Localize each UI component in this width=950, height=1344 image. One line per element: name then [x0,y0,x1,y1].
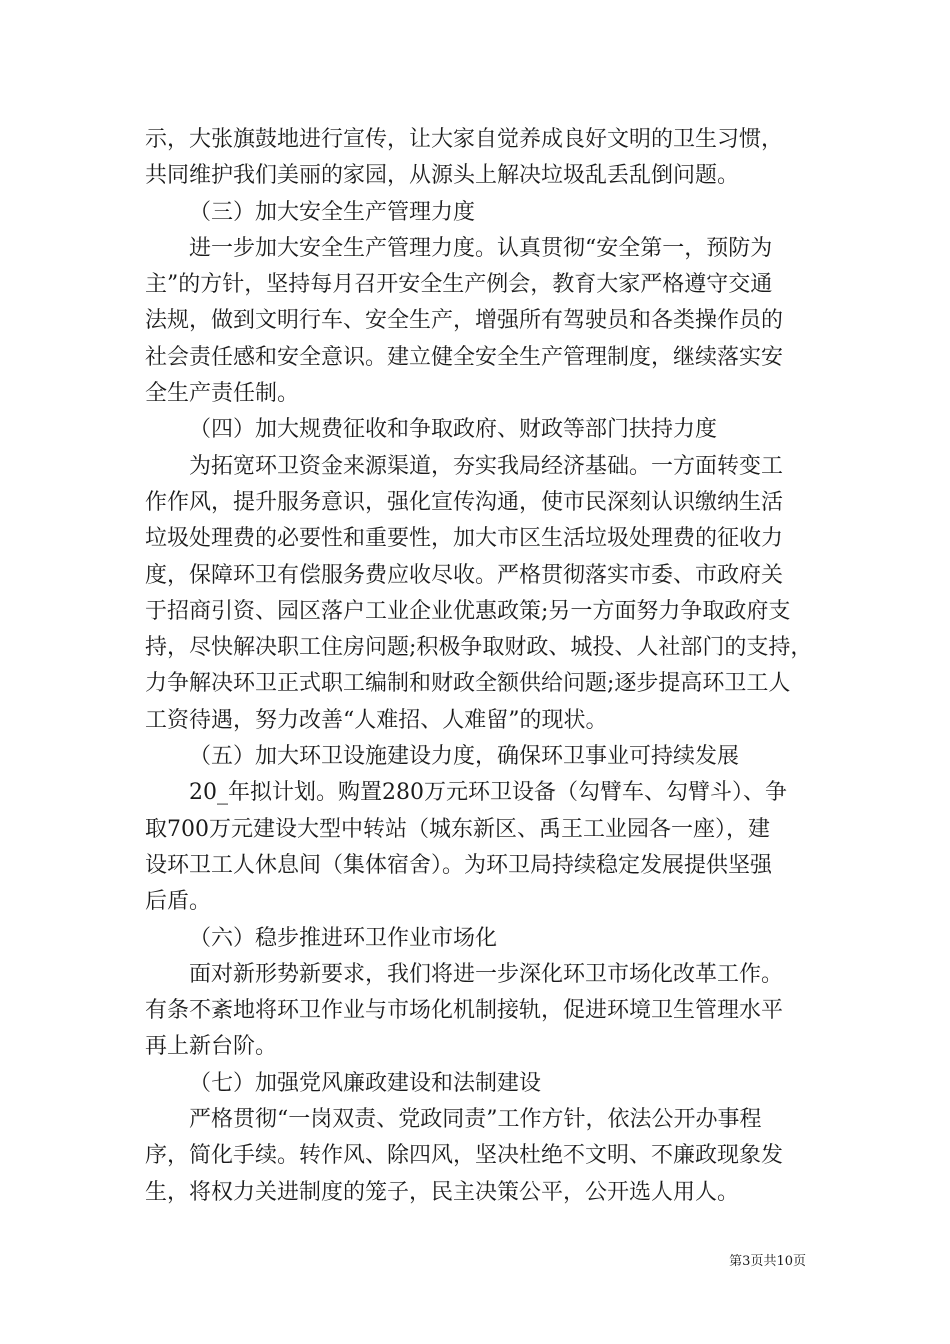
text-line-14: 于招商引资、园区落户工业企业优惠政策;另一方面努力争取政府支 [145,598,791,624]
section-heading-7: （七）加强党风廉政建设和法制建设 [189,1070,542,1096]
text-line-29: 序，简化手续。转作风、除四风，坚决杜绝不文明、不廉政现象发 [145,1143,784,1169]
text-line-20: 取700万元建设大型中转站（城东新区、禹王工业园各一座），建 [145,816,770,842]
text-line-30: 生，将权力关进制度的笼子，民主决策公平，公开选人用人。 [145,1179,740,1205]
text-line-17: 工资待遇，努力改善“人难招、人难留”的现状。 [145,707,608,733]
text-line-28: 严格贯彻“一岗双责、党政同责”工作方针，依法公开办事程 [189,1107,762,1133]
text-line-10: 为拓宽环卫资金来源渠道，夯实我局经济基础。一方面转变工 [189,453,784,479]
text-line-26: 再上新台阶。 [145,1034,278,1060]
text-line-13: 度，保障环卫有偿服务费应收尽收。严格贯彻落实市委、市政府关 [145,562,784,588]
text-line-24: 面对新形势新要求，我们将进一步深化环卫市场化改革工作。 [189,961,784,987]
text-line-2: 共同维护我们美丽的家园，从源头上解决垃圾乱丢乱倒问题。 [145,163,740,189]
page-number: 第3页共10页 [729,1254,806,1269]
text-line-11: 作作风，提升服务意识，强化宣传沟通，使市民深刻认识缴纳生活 [145,489,784,515]
section-heading-6: （六）稳步推进环卫作业市场化 [189,925,498,951]
text-line-16: 力争解决环卫正式职工编制和财政全额供给问题;逐步提高环卫工人 [145,671,791,697]
text-line-12: 垃圾处理费的必要性和重要性，加大市区生活垃圾处理费的征收力 [145,526,784,552]
text-line-8: 全生产责任制。 [145,381,300,407]
section-heading-4: （四）加大规费征收和争取政府、财政等部门扶持力度 [189,417,718,443]
section-heading-3: （三）加大安全生产管理力度 [189,199,476,225]
document-body [145,122,817,1211]
text-line-22: 后盾。 [145,889,212,915]
text-line-7: 社会责任感和安全意识。建立健全安全生产管理制度，继续落实安 [145,344,784,370]
text-line-21: 设环卫工人休息间（集体宿舍）。为环卫局持续稳定发展提供坚强 [145,852,773,878]
section-heading-5: （五）加大环卫设施建设力度，确保环卫事业可持续发展 [189,744,740,770]
text-line-6: 法规，做到文明行车、安全生产，增强所有驾驶员和各类操作员的 [145,308,784,334]
text-line-1: 示，大张旗鼓地进行宣传，让大家自觉养成良好文明的卫生习惯， [145,127,784,152]
text-line-15: 持，尽快解决职工住房问题;积极争取财政、城投、人社部门的支持， [145,635,813,661]
text-line-4: 进一步加大安全生产管理力度。认真贯彻“安全第一，预防为 [189,235,773,261]
text-line-5: 主”的方针，坚持每月召开安全生产例会，教育大家严格遵守交通 [145,272,773,298]
text-line-25: 有条不紊地将环卫作业与市场化机制接轨，促进环境卫生管理水平 [145,998,784,1024]
text-line-19: 20_年拟计划。购置280万元环卫设备（勾臂车、勾臂斗）、争 [189,780,787,806]
